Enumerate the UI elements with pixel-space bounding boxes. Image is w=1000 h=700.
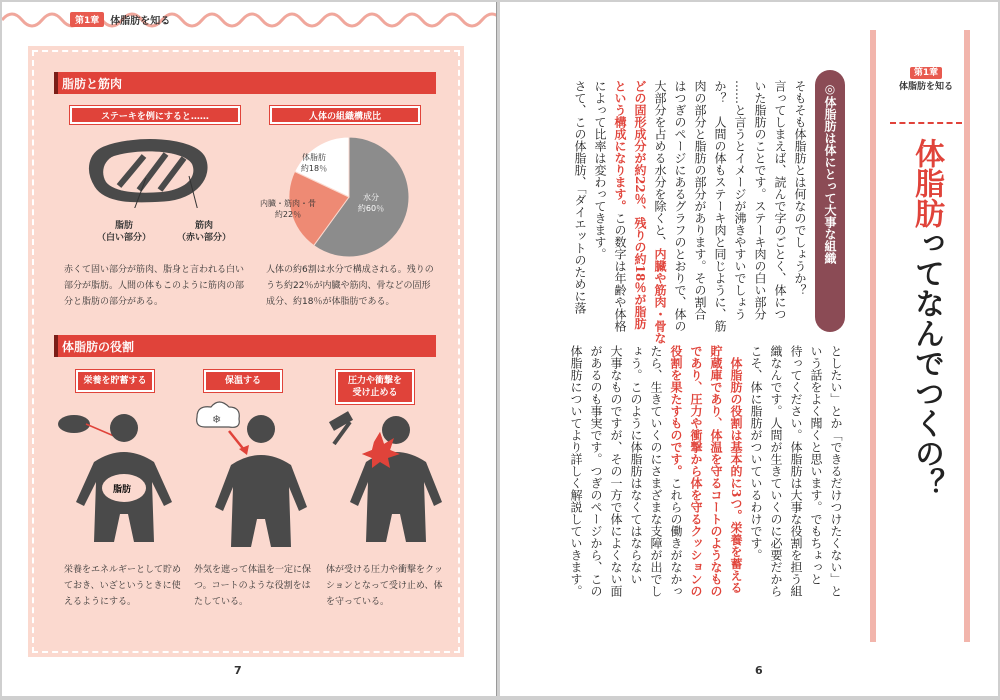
col-3: いた脂肪のことです。ステーキ肉の白い部分 bbox=[753, 80, 767, 320]
col-16: 織なんです。人間が生きていくのに必要だから bbox=[769, 345, 783, 597]
belly-fat-label: 脂肪 bbox=[113, 485, 132, 495]
col-12: さて、この体脂肪、「ダイエットのために落 bbox=[573, 80, 587, 314]
col-21: 役割を果たすものです。 bbox=[669, 345, 683, 477]
steak-muscle-text: 筋肉 （赤い部分） bbox=[176, 221, 231, 243]
col-24: 大事なものですが、その一方で体によくない面 bbox=[609, 345, 623, 597]
body-figure-store bbox=[54, 402, 174, 552]
col-21-after: これらの働きがなかっ bbox=[669, 477, 683, 597]
role-text-warm: 外気を遮って体温を一定に保つ。コートのような役割をはたしている。 bbox=[194, 565, 312, 607]
col-8-highlight: 内臓や筋肉・骨な bbox=[653, 248, 667, 344]
page-number-right: 6 bbox=[755, 664, 763, 677]
left-page bbox=[2, 2, 497, 696]
steak-label: ステーキを例にすると…… bbox=[70, 106, 240, 124]
steak-muscle-caption bbox=[164, 220, 244, 244]
infographic-panel bbox=[32, 50, 460, 653]
col-23: ょう。このように体脂肪はなくてはならない bbox=[629, 345, 643, 585]
pie-label-organs: 内臓・筋肉・骨 約22％ bbox=[260, 199, 316, 219]
pie-label-fat: 体脂肪 約18％ bbox=[300, 153, 328, 173]
col-10: という構成になります。 bbox=[613, 80, 627, 212]
body-text-lower bbox=[556, 345, 846, 645]
section-heading: ◎体脂肪は体にとって大事な組織 bbox=[815, 70, 845, 332]
steak-fat-text: 脂肪 （白い部分） bbox=[96, 221, 151, 243]
col-9: どの固形成分が約22％、残りの約18％が脂肪 bbox=[633, 80, 647, 330]
col-6: 肉の部分と脂肪の部分があります。その割合 bbox=[693, 80, 707, 320]
chapter-tag bbox=[70, 12, 170, 27]
role-label-store: 栄養を貯蓄する bbox=[76, 370, 154, 392]
col-17: こそ、体に脂肪がついているわけです。 bbox=[749, 345, 763, 561]
composition-description: 人体の約6割は水分で構成される。残りのうち約22％が内臓や筋肉、骨などの固形成分、約18％が体脂肪である。 bbox=[266, 265, 434, 307]
composition-label: 人体の組織構成比 bbox=[270, 106, 420, 124]
hammer-icon bbox=[329, 411, 353, 431]
page-number-left: 7 bbox=[234, 664, 242, 677]
title-chapter-tag bbox=[886, 66, 966, 94]
col-26: 体脂肪についてより詳しく解説していきます。 bbox=[569, 345, 583, 597]
bread-icon bbox=[58, 415, 90, 433]
main-title bbox=[898, 138, 954, 498]
col-18: 体脂肪の役割は基本的に3つ。栄養を蓄える bbox=[729, 357, 743, 594]
col-10-after: この数字は年齢や体格 bbox=[613, 212, 627, 332]
col-20: であり、圧力や衝撃から体を守るクッションの bbox=[689, 345, 703, 597]
col-14: いう話をよく聞くと思います。でもちょっと bbox=[809, 345, 823, 585]
steak-fat-caption bbox=[84, 220, 164, 244]
steak-icon bbox=[84, 138, 214, 208]
col-19: 貯蔵庫であり、体温を守るコートのようなもの bbox=[709, 345, 723, 597]
col-2: 言ってしまえば、読んで字のごとく、体につ bbox=[773, 80, 787, 320]
col-8: 大部分を占める水分を除くと、 bbox=[653, 80, 667, 248]
svg-text:❄: ❄ bbox=[212, 413, 222, 426]
title-chapter-name: 体脂肪を知る bbox=[898, 82, 953, 92]
chapter-title: 体脂肪を知る bbox=[110, 16, 171, 27]
col-7: はつぎのページにあるグラフのとおりで、体の bbox=[673, 80, 687, 332]
main-title-red: 体脂肪 bbox=[909, 138, 944, 228]
steak-description: 赤くて固い部分が筋肉、脂身と言われる白い部分が脂肪。人間の体もこのように筋肉の部分と脂肪の部分がある。 bbox=[64, 265, 245, 307]
col-1: そもそも体脂肪とは何なのでしょうか？ bbox=[793, 80, 807, 296]
chapter-number: 第1章 bbox=[70, 12, 104, 27]
role-text-cushion: 体が受ける圧力や衝撃をクッションとなって受け止め、体を守っている。 bbox=[326, 565, 444, 607]
col-18-indent bbox=[729, 345, 743, 357]
title-box bbox=[870, 30, 970, 642]
title-divider bbox=[890, 122, 962, 124]
body-figure-cushion bbox=[324, 402, 444, 552]
col-11: によって比率は変わってきます。 bbox=[593, 80, 607, 260]
col-13: としたい」とか「できるだけつけたくない」と bbox=[829, 345, 843, 597]
main-title-black: ってなんでつくの？ bbox=[909, 228, 944, 498]
col-4: ……と言うとイメージが沸きやすいでしょう bbox=[733, 80, 747, 320]
col-25: があるのも事実です。つぎのページから、この bbox=[589, 345, 603, 597]
role-text-store: 栄養をエネルギーとして貯めておき、いざというときに使えるようにする。 bbox=[64, 565, 182, 607]
role-label-cushion: 圧力や衝撃を 受け止める bbox=[336, 370, 414, 404]
body-figure-warm bbox=[189, 397, 309, 552]
section-title-fat-muscle: 脂肪と筋肉 bbox=[54, 72, 436, 94]
section-title-roles: 体脂肪の役割 bbox=[54, 335, 436, 357]
role-label-warm: 保温する bbox=[204, 370, 282, 392]
title-chapter-number: 第1章 bbox=[910, 67, 942, 79]
pie-label-water: 水分 約60％ bbox=[357, 193, 385, 213]
col-5: か？ 人間の体もステーキ肉と同じように、筋 bbox=[713, 80, 727, 332]
col-22: たら、生きていくのにさまざまな支障が出でし bbox=[649, 345, 663, 597]
col-15: 待ってください。体脂肪は大事な役割を担う組 bbox=[789, 345, 803, 597]
